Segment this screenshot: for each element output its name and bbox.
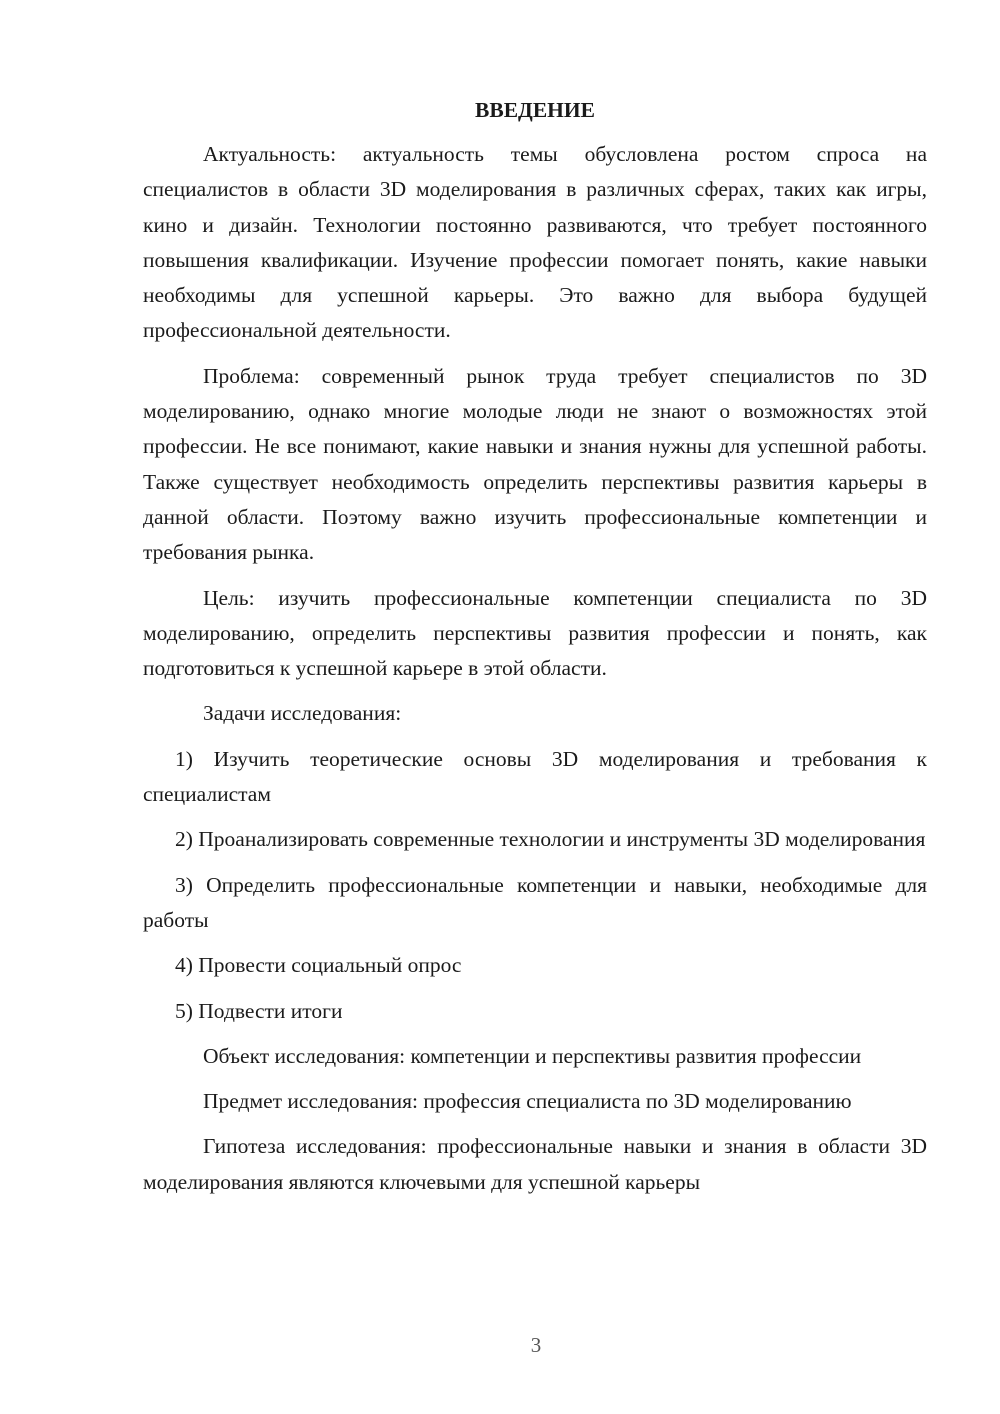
paragraph-object: Объект исследования: компетенции и перспективы развития профессии bbox=[203, 1043, 862, 1068]
paragraph-relevance: Актуальность: актуальность темы обусловлена ростом спроса на специалистов в области 3D моделирования в различных сферах, таких как игры, кино и дизайн. Технологии постоянно развиваются, что требует постоянного повышения квалификации. Изучение профессии помогает понять, какие навыки необходимы для успешной карьеры. Это важно для выбора будущей профессиональной деятельности. bbox=[143, 142, 927, 343]
task-item-5: 5) Подвести итоги bbox=[175, 998, 343, 1023]
task-item-2: 2) Проанализировать современные технологии и инструменты 3D моделирования bbox=[175, 827, 926, 852]
paragraph-subject: Предмет исследования: профессия специалиста по 3D моделированию bbox=[203, 1089, 852, 1114]
task-item-4: 4) Провести социальный опрос bbox=[175, 953, 462, 978]
tasks-heading: Задачи исследования: bbox=[203, 701, 402, 726]
page-title: ВВЕДЕНИЕ bbox=[475, 98, 595, 122]
paragraph-goal: Цель: изучить профессиональные компетенции специалиста по 3D моделированию, определить перспективы развития профессии и понять, как подготовиться к успешной карьере в этой области. bbox=[143, 585, 927, 681]
task-item-3: 3) Определить профессиональные компетенции и навыки, необходимые для работы bbox=[143, 872, 927, 932]
paragraph-problem: Проблема: современный рынок труда требует специалистов по 3D моделированию, однако многие молодые люди не знают о возможностях этой профессии. Не все понимают, какие навыки и знания нужны для успешной работы. Также существует необходимость определить перспективы развития карьеры в данной области. Поэтому важно изучить профессиональные компетенции и требования рынка. bbox=[143, 363, 927, 565]
document-page bbox=[143, 95, 927, 1210]
page-number: 3 bbox=[530, 1333, 542, 1357]
paragraph-hypothesis: Гипотеза исследования: профессиональные навыки и знания в области 3D моделирования являются ключевыми для успешной карьеры bbox=[143, 1134, 927, 1194]
task-item-1: 1) Изучить теоретические основы 3D моделирования и требования к специалистам bbox=[143, 746, 927, 807]
